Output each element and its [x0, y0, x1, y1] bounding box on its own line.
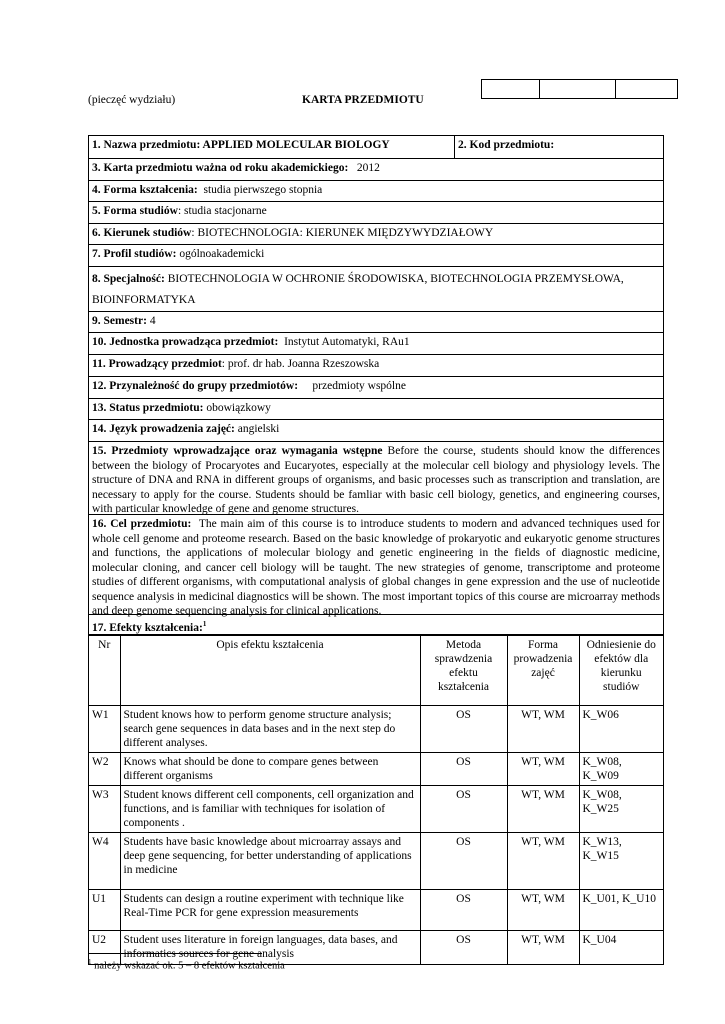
row-field-of-study [89, 224, 663, 245]
table-row [89, 833, 663, 890]
header-reference: Odniesienie do efektów dla kierunku studiów [579, 636, 663, 706]
row-description: Student knows how to perform genome structure analysis; search gene sequences in data bases and in the next step do different analyses. [120, 706, 420, 753]
footnote-number: 1 [88, 958, 92, 966]
row-language [89, 420, 663, 442]
semester-label: 9. Semestr: [92, 315, 147, 327]
row-method: OS [420, 786, 507, 833]
faculty-stamp-label: (pieczęć wydziału) [88, 94, 176, 106]
row-study-profile [89, 245, 663, 267]
footnote-marker: 1 [202, 620, 207, 628]
row-reference: K_U01, K_U10 [579, 890, 663, 931]
row-valid-from [89, 159, 663, 181]
prerequisites-value: Before the course, students should know the differences between the biology of Procaryotes and Eucaryotes, especially at the molecular cell biology and physiology levels. The structure of DNA and RNA in different groups of organisms, and basic processes such as transcription and translation, are necessary to apply for the course. Students should be famliar with basic cell biology, genetics, and engineering courses, with particular knowledge of gene and genome structures. [92, 445, 660, 515]
code-box-3[interactable] [616, 80, 677, 98]
code-box-1[interactable] [482, 80, 540, 98]
course-status-value: obowiązkowy [206, 402, 271, 414]
row-form-of-education [89, 181, 663, 202]
header-class-form: Forma prowadzenia zajęć [507, 636, 579, 706]
footnote-separator [88, 953, 262, 954]
course-status-label: 13. Status przedmiotu: [92, 402, 204, 414]
row-reference: K_U04 [579, 931, 663, 964]
row-course-group [89, 377, 663, 399]
lecturer-value: : prof. dr hab. Joanna Rzeszowska [221, 358, 380, 370]
learning-outcomes-label: 17. Efekty kształcenia: [92, 621, 203, 634]
row-form: WT, WM [507, 833, 579, 890]
lecturer-label: 11. Prowadzący przedmiot [92, 358, 222, 370]
footnote [88, 958, 285, 972]
teaching-unit-label: 10. Jednostka prowadząca przedmiot: [92, 336, 279, 348]
valid-from-label: 3. Karta przedmiotu ważna od roku akademickiego: [92, 162, 349, 174]
study-profile-label: 7. Profil studiów: [92, 248, 177, 260]
semester-value: 4 [149, 315, 156, 327]
table-row [89, 890, 663, 931]
form-of-study-value: : studia stacjonarne [177, 205, 267, 217]
row-method: OS [420, 833, 507, 890]
row-form: WT, WM [507, 931, 579, 964]
valid-from-value: 2012 [356, 162, 380, 174]
row-form: WT, WM [507, 786, 579, 833]
row-method: OS [420, 931, 507, 964]
row-nr: U1 [89, 890, 120, 931]
row-reference: K_W08, K_W09 [579, 753, 663, 786]
form-of-education-value: studia pierwszego stopnia [203, 184, 323, 196]
row-course-status [89, 399, 663, 420]
specialization-label: 8. Specjalność: [92, 273, 165, 285]
table-row [89, 786, 663, 833]
row-course-name [89, 136, 663, 159]
page-title: KARTA PRZEDMIOTU [302, 94, 424, 106]
row-prerequisites [89, 442, 663, 515]
row-nr: U2 [89, 931, 120, 964]
row-description: Knows what should be done to compare genes between different organisms [120, 753, 420, 786]
code-box-2[interactable] [540, 80, 616, 98]
row-semester [89, 312, 663, 333]
row-nr: W2 [89, 753, 120, 786]
row-description: Students can design a routine experiment with technique like Real-Time PCR for gene expression measurements [120, 890, 420, 931]
row-form: WT, WM [507, 890, 579, 931]
row-description: Student uses literature in foreign languages, data bases, and informatics sources for gene analysis [120, 931, 420, 964]
row-lecturer [89, 355, 663, 377]
learning-outcomes-table [89, 635, 663, 964]
row-description: Student knows different cell components, cell organization and functions, and is familiar with techniques for isolation of components . [120, 786, 420, 833]
course-group-value: przedmioty wspólne [312, 380, 406, 392]
form-of-study-label: 5. Forma studiów [92, 205, 178, 217]
row-method: OS [420, 753, 507, 786]
row-form: WT, WM [507, 753, 579, 786]
language-value: angielski [237, 423, 280, 435]
form-of-education-label: 4. Forma kształcenia: [92, 184, 198, 196]
table-row [89, 706, 663, 753]
course-code-field: 2. Kod przedmiotu: [458, 139, 555, 151]
row-reference: K_W13, K_W15 [579, 833, 663, 890]
row-method: OS [420, 890, 507, 931]
course-aim-value: The main aim of this course is to introduce students to modern and advanced techniques used for whole cell genome and proteome research. Based on the basic knowledge of prokaryotic and eukaryotic genome structures and functions, the applications of molecular biology and genetic engineering in the fields of diagnostic medicine, molecular cloning, and cancer cell biology will be taught. The new strategies of genome, transcriptome and proteome studies of different organisms, with computational analysis of global changes in gene expression and the use of nucleotide sequence analysis in medicinal diagnostics will be shown. The most important topics of this course are microarray methods and deep genome sequencing analysis for clinical applications. [92, 518, 661, 617]
row-teaching-unit [89, 333, 663, 355]
row-description: Students have basic knowledge about microarray assays and deep gene sequencing, for better understanding of applications in medicine [120, 833, 420, 890]
field-of-study-value: : BIOTECHNOLOGIA: KIERUNEK MIĘDZYWYDZIAŁOWY [191, 227, 494, 239]
row-nr: W4 [89, 833, 120, 890]
header-nr: Nr [89, 636, 120, 706]
row-reference: K_W08, K_W25 [579, 786, 663, 833]
study-profile-value: ogólnoakademicki [179, 248, 265, 260]
header-description: Opis efektu kształcenia [120, 636, 420, 706]
language-label: 14. Język prowadzenia zajęć: [92, 423, 235, 435]
field-of-study-label: 6. Kierunek studiów [92, 227, 192, 239]
row-specialization [89, 267, 663, 312]
row-form-of-study [89, 202, 663, 224]
row-nr: W3 [89, 786, 120, 833]
course-card-form [88, 135, 664, 965]
specialization-value: BIOTECHNOLOGIA W OCHRONIE ŚRODOWISKA, BIOTECHNOLOGIA PRZEMYSŁOWA, BIOINFORMATYKA [92, 273, 624, 306]
course-aim-label: 16. Cel przedmiotu: [92, 518, 192, 530]
row-method: OS [420, 706, 507, 753]
code-boxes [481, 79, 678, 99]
teaching-unit-value: Instytut Automatyki, RAu1 [284, 336, 410, 348]
row-nr: W1 [89, 706, 120, 753]
row-reference: K_W06 [579, 706, 663, 753]
course-group-label: 12. Przynależność do grupy przedmiotów: [92, 380, 299, 392]
header-verification-method: Metoda sprawdzenia efektu kształcenia [420, 636, 507, 706]
table-header-row [89, 636, 663, 706]
row-course-aim [89, 515, 663, 615]
footnote-text: należy wskazać ok. 5 – 8 efektów kształcenia [91, 960, 285, 972]
prerequisites-label: 15. Przedmioty wprowadzające oraz wymagania wstępne [92, 445, 383, 457]
row-form: WT, WM [507, 706, 579, 753]
table-row [89, 753, 663, 786]
course-name-field: 1. Nazwa przedmiotu: APPLIED MOLECULAR BIOLOGY [89, 136, 455, 158]
